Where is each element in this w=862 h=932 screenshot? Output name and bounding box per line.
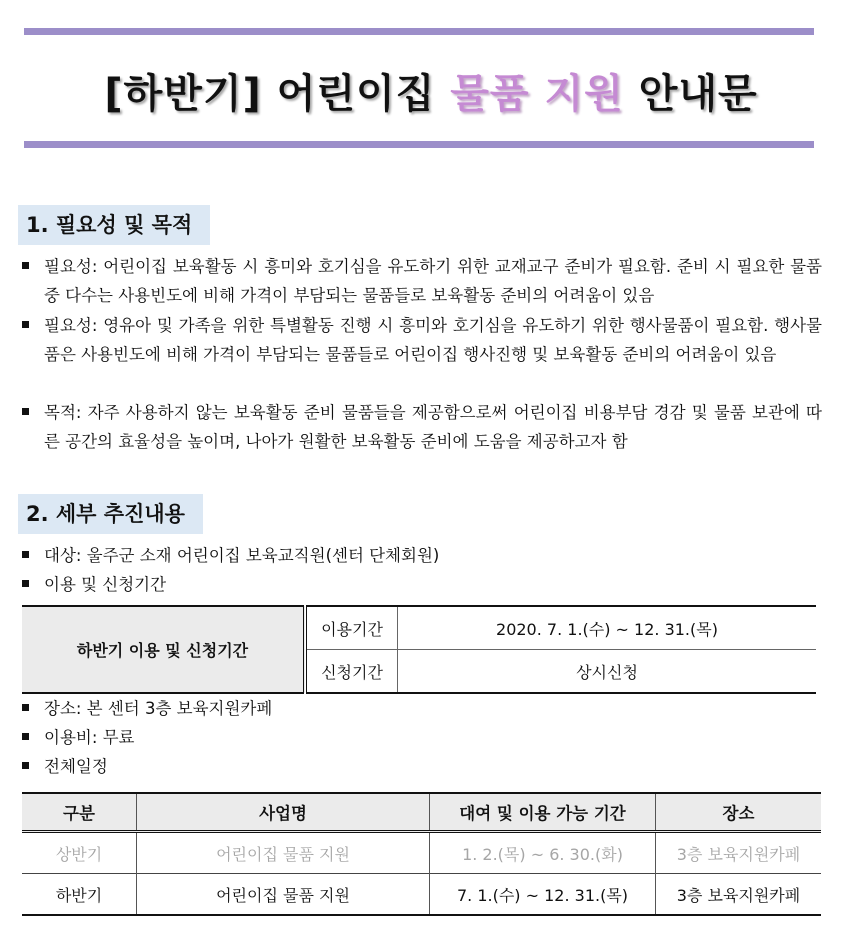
period-key: 이용기간 [305, 606, 398, 650]
bullet-text: 목적: 자주 사용하지 않는 보육활동 준비 물품들을 제공함으로써 어린이집 비용부담 경감 및 물품 보관에 따른 공간의 효율성을 높이며, 나아가 원활한 보육활동 준비에 도움을 제공하고자 함 [44, 403, 822, 451]
period-key: 신청기간 [305, 650, 398, 694]
column-header: 장소 [656, 793, 822, 832]
column-header: 대여 및 이용 가능 기간 [430, 793, 656, 832]
bullet-square-icon [22, 321, 29, 328]
bullet-text: 장소: 본 센터 3층 보육지원카페 [44, 699, 273, 718]
bullet-square-icon [22, 704, 29, 711]
bullet-square-icon [22, 262, 29, 269]
bullet-square-icon [22, 733, 29, 740]
section1-heading: 1. 필요성 및 목적 [18, 205, 210, 245]
column-header: 사업명 [137, 793, 430, 832]
bullet-square-icon [22, 408, 29, 415]
bullet-text: 대상: 울주군 소재 어린이집 보육교직원(센터 단체회원) [44, 546, 440, 565]
bullet-text: 이용 및 신청기간 [44, 575, 167, 594]
table-row [22, 832, 821, 874]
table-cell: 1. 2.(목) ~ 6. 30.(화) [430, 832, 656, 874]
bullet-text: 필요성: 어린이집 보육활동 시 흥미와 호기심을 유도하기 위한 교재교구 준비가 필요함. 준비 시 필요한 물품 중 다수는 사용빈도에 비해 가격이 부담되는 물품들로 보육활동 준비의 어려움이 있음 [44, 257, 822, 305]
bullet-item [22, 541, 822, 570]
table-row [22, 606, 816, 650]
top-rule [24, 28, 814, 35]
bullet-text: 전체일정 [44, 757, 108, 776]
table-cell: 어린이집 물품 지원 [137, 874, 430, 916]
bullet-item [22, 694, 822, 723]
table-cell: 상반기 [55, 844, 103, 864]
bullet-square-icon [22, 762, 29, 769]
bullet-item [22, 252, 822, 310]
section2-heading: 2. 세부 추진내용 [18, 494, 203, 534]
bullet-text: 필요성: 영유아 및 가족을 위한 특별활동 진행 시 흥미와 호기심을 유도하기 위한 행사물품이 필요함. 행사물품은 사용빈도에 비해 가격이 부담되는 물품들로 어린이집 행사진행 및 보육활동 준비의 어려움이 있음 [44, 316, 822, 364]
page-title [0, 62, 862, 119]
table-cell: 3층 보육지원카페 [656, 832, 822, 874]
title-suffix: 안내문 [623, 71, 758, 117]
title-highlight: 물품 지원 [450, 71, 624, 117]
table-cell: 하반기 [22, 874, 137, 916]
bullet-square-icon [22, 580, 29, 587]
schedule-table [22, 792, 821, 916]
title-prefix: [하반기] 어린이집 [104, 71, 451, 117]
bullet-square-icon [22, 551, 29, 558]
bullet-item [22, 723, 822, 752]
period-value: 2020. 7. 1.(수) ~ 12. 31.(목) [398, 606, 817, 650]
table-cell: 어린이집 물품 지원 [137, 832, 430, 874]
table-row [22, 874, 821, 916]
bullet-item [22, 752, 822, 781]
bullet-item [22, 570, 822, 599]
period-label: 하반기 이용 및 신청기간 [22, 606, 305, 693]
bullet-item [22, 311, 822, 369]
table-cell: 7. 1.(수) ~ 12. 31.(목) [430, 874, 656, 916]
column-header: 구분 [22, 793, 137, 832]
bullet-text: 이용비: 무료 [44, 728, 135, 747]
bottom-rule [24, 141, 814, 148]
period-value: 상시신청 [576, 662, 638, 682]
table-header-row [22, 793, 821, 832]
table-cell: 3층 보육지원카페 [656, 874, 822, 916]
period-table [22, 605, 816, 694]
bullet-item [22, 398, 822, 456]
